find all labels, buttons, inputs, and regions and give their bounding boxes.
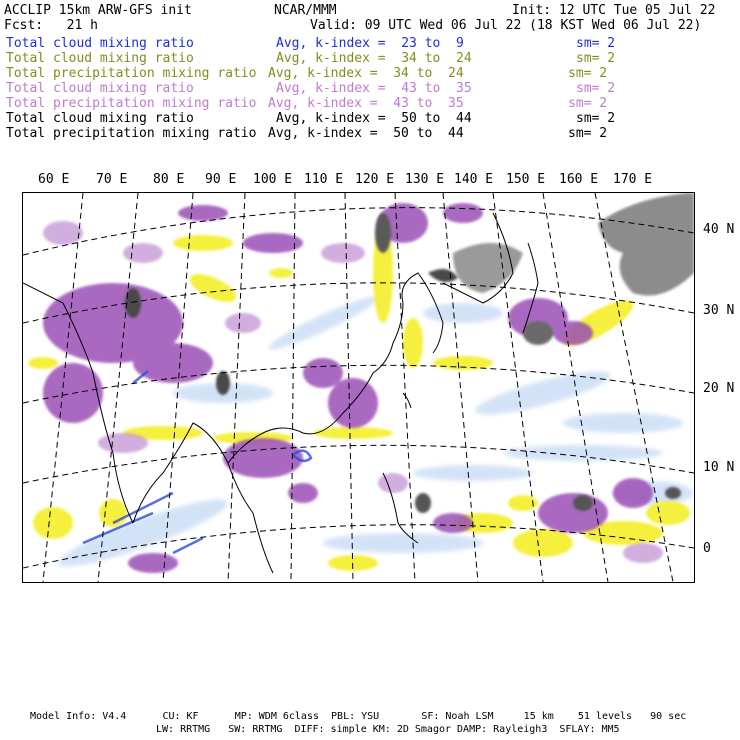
lon-label: 90 E	[205, 172, 237, 187]
legend-smoothing: sm= 2	[576, 51, 616, 66]
map-title: ACCLIP 15km ARW-GFS init	[4, 3, 192, 18]
lon-label: 120 E	[355, 172, 395, 187]
map-canvas	[23, 193, 694, 582]
legend-avg: Avg, k-index = 34 to 24	[276, 51, 472, 66]
physics-info: LW: RRTMG SW: RRTMG DIFF: simple KM: 2D Smagor DAMP: Rayleigh3 SFLAY: MM5	[156, 724, 620, 735]
legend-avg: Avg, k-index = 43 to 35	[276, 81, 472, 96]
legend-avg: Avg, k-index = 23 to 9	[276, 36, 464, 51]
legend-avg: Avg, k-index = 34 to 24	[268, 66, 464, 81]
legend-smoothing: sm= 2	[576, 81, 616, 96]
legend-avg: Avg, k-index = 50 to 44	[268, 126, 464, 141]
legend-smoothing: sm= 2	[576, 36, 616, 51]
lon-label: 150 E	[506, 172, 546, 187]
legend-smoothing: sm= 2	[568, 66, 608, 81]
legend-avg: Avg, k-index = 43 to 35	[268, 96, 464, 111]
forecast-map	[22, 192, 695, 583]
org-label: NCAR/MMM	[274, 3, 337, 18]
lon-label: 160 E	[559, 172, 599, 187]
lat-label: 20 N	[703, 381, 735, 396]
legend-smoothing: sm= 2	[568, 96, 608, 111]
lat-label: 40 N	[703, 222, 735, 237]
legend-field: Total precipitation mixing ratio	[6, 66, 257, 81]
lat-label: 30 N	[703, 303, 735, 318]
legend-field: Total cloud mixing ratio	[6, 81, 194, 96]
lon-label: 170 E	[613, 172, 653, 187]
legend-field: Total precipitation mixing ratio	[6, 96, 257, 111]
legend-field: Total precipitation mixing ratio	[6, 126, 257, 141]
forecast-hour: Fcst: 21 h	[4, 18, 98, 33]
lon-label: 100 E	[253, 172, 293, 187]
lon-label: 60 E	[38, 172, 70, 187]
legend-field: Total cloud mixing ratio	[6, 111, 194, 126]
valid-time: Valid: 09 UTC Wed 06 Jul 22 (18 KST Wed 06 Jul 22)	[310, 18, 702, 33]
model-info: Model Info: V4.4 CU: KF MP: WDM 6class PBL: YSU SF: Noah LSM 15 km 51 levels 90 sec	[30, 711, 687, 722]
lon-label: 130 E	[405, 172, 445, 187]
legend-field: Total cloud mixing ratio	[6, 51, 194, 66]
lon-label: 80 E	[153, 172, 185, 187]
lon-label: 70 E	[96, 172, 128, 187]
legend-avg: Avg, k-index = 50 to 44	[276, 111, 472, 126]
lon-label: 110 E	[304, 172, 344, 187]
legend-smoothing: sm= 2	[568, 126, 608, 141]
lat-label: 10 N	[703, 460, 735, 475]
init-time: Init: 12 UTC Tue 05 Jul 22	[512, 3, 716, 18]
lon-label: 140 E	[454, 172, 494, 187]
legend-field: Total cloud mixing ratio	[6, 36, 194, 51]
legend-smoothing: sm= 2	[576, 111, 616, 126]
lat-label: 0	[703, 541, 711, 556]
